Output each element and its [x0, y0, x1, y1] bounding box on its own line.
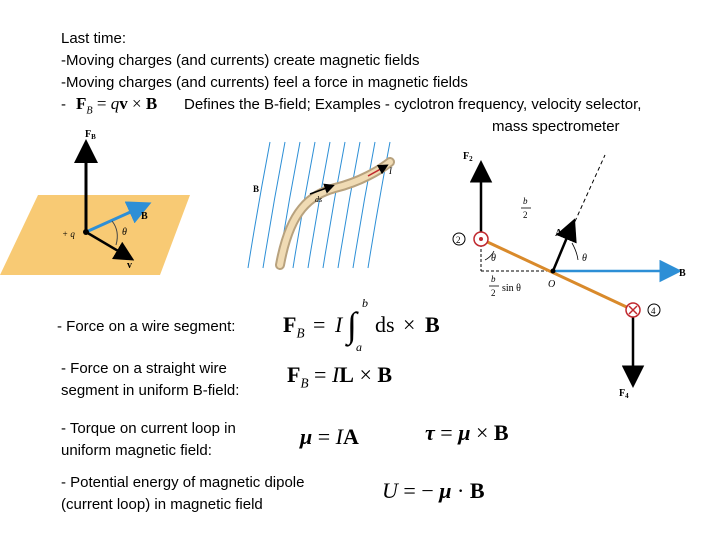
svg-text:I: I — [389, 166, 392, 176]
svg-text:B: B — [679, 268, 686, 279]
svg-text:A: A — [555, 228, 563, 239]
figure-wire-field — [240, 140, 400, 270]
svg-text:2: 2 — [523, 210, 528, 220]
svg-text:+ q: + q — [62, 229, 75, 239]
svg-text:θ: θ — [582, 253, 587, 264]
svg-text:b: b — [491, 274, 496, 284]
item-straight-wire-line1: - Force on a straight wire — [61, 360, 227, 377]
equation-potential-energy: U = − μ · B — [382, 478, 485, 503]
svg-text:2: 2 — [491, 288, 496, 298]
equation-straight-wire: $F_B$ = IL × B — [287, 362, 393, 391]
dashed-normal — [572, 155, 605, 228]
svg-text:sin θ: sin θ — [502, 283, 521, 294]
svg-text:B: B — [141, 211, 148, 222]
svg-text:2: 2 — [456, 235, 461, 245]
svg-text:F2: $F_2$ — [463, 151, 473, 163]
header-line-feel: -Moving charges (and currents) feel a force in magnetic fields — [61, 74, 468, 91]
item-energy-line1: - Potential energy of magnetic dipole — [61, 474, 305, 491]
header-dash: - — [61, 96, 66, 113]
figure-loop-torque — [445, 140, 705, 410]
svg-text:B: B — [253, 184, 260, 194]
item-energy-line2: (current loop) in magnetic field — [61, 496, 263, 513]
figure-charge-force — [0, 125, 190, 275]
svg-text:θ: θ — [122, 227, 127, 238]
header-line-create: -Moving charges (and currents) create magnetic fields — [61, 52, 420, 69]
field-line — [248, 142, 270, 268]
svg-text:b: b — [523, 196, 528, 206]
svg-text:4: 4 — [651, 306, 656, 316]
svg-text:v: v — [127, 260, 132, 271]
header-defines-line: Defines the B-field; Examples - cyclotron frequency, velocity selector, — [184, 96, 642, 113]
plane-shape — [0, 195, 190, 275]
item-straight-wire-line2: segment in uniform B-field: — [61, 382, 240, 399]
svg-text:O: O — [548, 279, 556, 290]
item-torque-line1: - Torque on current loop in — [61, 420, 236, 437]
item-torque-line2: uniform magnetic field: — [61, 442, 212, 459]
header-mass-spectrometer: mass spectrometer — [492, 118, 620, 135]
svg-text:θ: θ — [491, 253, 496, 264]
svg-text:FB: $F_B$ — [85, 129, 96, 141]
item-force-wire-segment: - Force on a wire segment: — [57, 318, 236, 335]
lorentz-force-equation: $F_B$ = qv × B — [76, 94, 158, 117]
equation-magnetic-moment: μ = IA — [300, 424, 359, 449]
charge-dot — [83, 229, 89, 235]
svg-text:F4: $F_4$ — [619, 388, 629, 400]
loop-side — [481, 239, 633, 310]
header-line-last-time: Last time: — [61, 30, 127, 47]
equation-torque: τ = μ × B — [425, 420, 509, 445]
svg-text:ds: ds — [315, 195, 323, 204]
